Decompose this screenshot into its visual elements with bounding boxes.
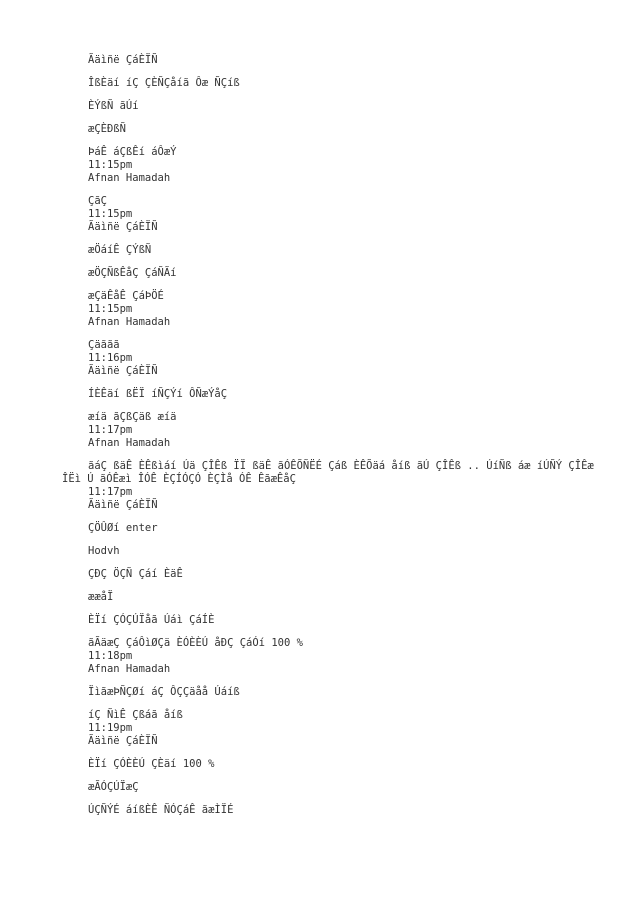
message-text: ÇÐÇ ÖÇÑ Çáí ÈäÊ — [88, 568, 183, 580]
message-text: ÈÝßÑ ãÚí — [88, 100, 139, 112]
chat-message — [0, 195, 638, 234]
message-text: æÖÇÑßÊåÇ ÇáÑÃí — [88, 267, 177, 279]
message-text: ÇÖÛØí enter — [88, 522, 158, 534]
message-text: æÖáíÊ ÇÝßÑ — [88, 244, 152, 256]
message-text: æÇÈÐßÑ — [88, 123, 126, 135]
message-author: Afnan Hamadah — [88, 663, 171, 675]
chat-message — [0, 100, 638, 113]
chat-message — [0, 460, 638, 512]
chat-message — [0, 54, 638, 67]
chat-message — [0, 545, 638, 558]
message-text: ãÃäæÇ ÇáÔìØÇä ÈÓÈÈÚ åÐÇ ÇáÓí 100 % — [88, 637, 303, 649]
chat-message — [0, 411, 638, 450]
message-text: æÇäÊåÊ ÇáÞÖÉ — [88, 290, 164, 302]
message-text: íÇ ÑìÊ Çßáã åíß — [88, 709, 183, 721]
chat-message — [0, 568, 638, 581]
message-timestamp: 11:19pm — [88, 722, 133, 734]
chat-message — [0, 591, 638, 604]
message-author: Afnan Hamadah — [88, 172, 171, 184]
chat-message — [0, 686, 638, 699]
message-text: ãáÇ ßäÊ ÈÊßìáí Úä ÇÎÊß ÏÏ ßäÊ ãÓÊÕÑËÉ Çáß ÈÊÕäá åíß ãÚ ÇÎÊß .. ÚíÑß áæ íÚÑÝ ÇÎÊæ ÎËì Ú ãÓÊæì ÎÓÊ ÈÇÍÓÇÓ ÈÇÌå ÓÊ ÊãæÊåÇ — [62, 460, 594, 485]
message-text: ÞáÊ áÇßÊí áÔæÝ — [88, 146, 177, 158]
message-timestamp: 11:15pm — [88, 159, 133, 171]
chat-message — [0, 522, 638, 535]
message-timestamp: 11:17pm — [88, 424, 133, 436]
chat-message — [0, 290, 638, 329]
chat-message — [0, 339, 638, 378]
message-timestamp: 11:17pm — [88, 486, 133, 498]
message-text: ÚÇÑÝÉ áíßÈÊ ÑÓÇáÊ ãæÌÏÉ — [88, 804, 234, 816]
message-text: ÇãÇ — [88, 195, 107, 207]
chat-message — [0, 77, 638, 90]
message-author: Afnan Hamadah — [88, 437, 171, 449]
message-author: Ãäìñë ÇáÈÏÑ — [88, 499, 158, 511]
message-text: ÈÏí ÇÓÈÈÚ ÇÈäí 100 % — [88, 758, 215, 770]
chat-message — [0, 781, 638, 794]
chat-message — [0, 146, 638, 185]
message-text: æÃÓÇÚÏæÇ — [88, 781, 139, 793]
message-text: æíä ãÇßÇäß æíä — [88, 411, 177, 423]
message-text: ÏìãæÞÑÇØí áÇ ÔÇÇäåå Úáíß — [88, 686, 240, 698]
chat-message — [0, 614, 638, 627]
message-text: Ãäìñë ÇáÈÏÑ — [88, 54, 158, 66]
chat-transcript — [0, 54, 638, 827]
message-text: ÈÏí ÇÓÇÚÏåã Úáì ÇáÍÈ — [88, 614, 215, 626]
message-text: ææåÏ — [88, 591, 114, 603]
chat-message — [0, 758, 638, 771]
message-author: Ãäìñë ÇáÈÏÑ — [88, 365, 158, 377]
chat-message — [0, 388, 638, 401]
message-author: Ãäìñë ÇáÈÏÑ — [88, 735, 158, 747]
chat-message — [0, 244, 638, 257]
chat-message — [0, 709, 638, 748]
message-text: Çäããã — [88, 339, 120, 351]
message-text: Hodvh — [88, 545, 120, 557]
message-timestamp: 11:16pm — [88, 352, 133, 364]
message-text: ÎßÈäí íÇ ÇÈÑÇåíã Ôæ ÑÇíß — [88, 77, 240, 89]
chat-message — [0, 637, 638, 676]
message-author: Ãäìñë ÇáÈÏÑ — [88, 221, 158, 233]
message-text: ÍÈÊäí ßËÏ íÑÇÝí ÔÑæÝåÇ — [88, 388, 228, 400]
message-timestamp: 11:18pm — [88, 650, 133, 662]
chat-message — [0, 267, 638, 280]
message-timestamp: 11:15pm — [88, 303, 133, 315]
message-author: Afnan Hamadah — [88, 316, 171, 328]
message-timestamp: 11:15pm — [88, 208, 133, 220]
chat-message — [0, 123, 638, 136]
chat-message — [0, 804, 638, 817]
